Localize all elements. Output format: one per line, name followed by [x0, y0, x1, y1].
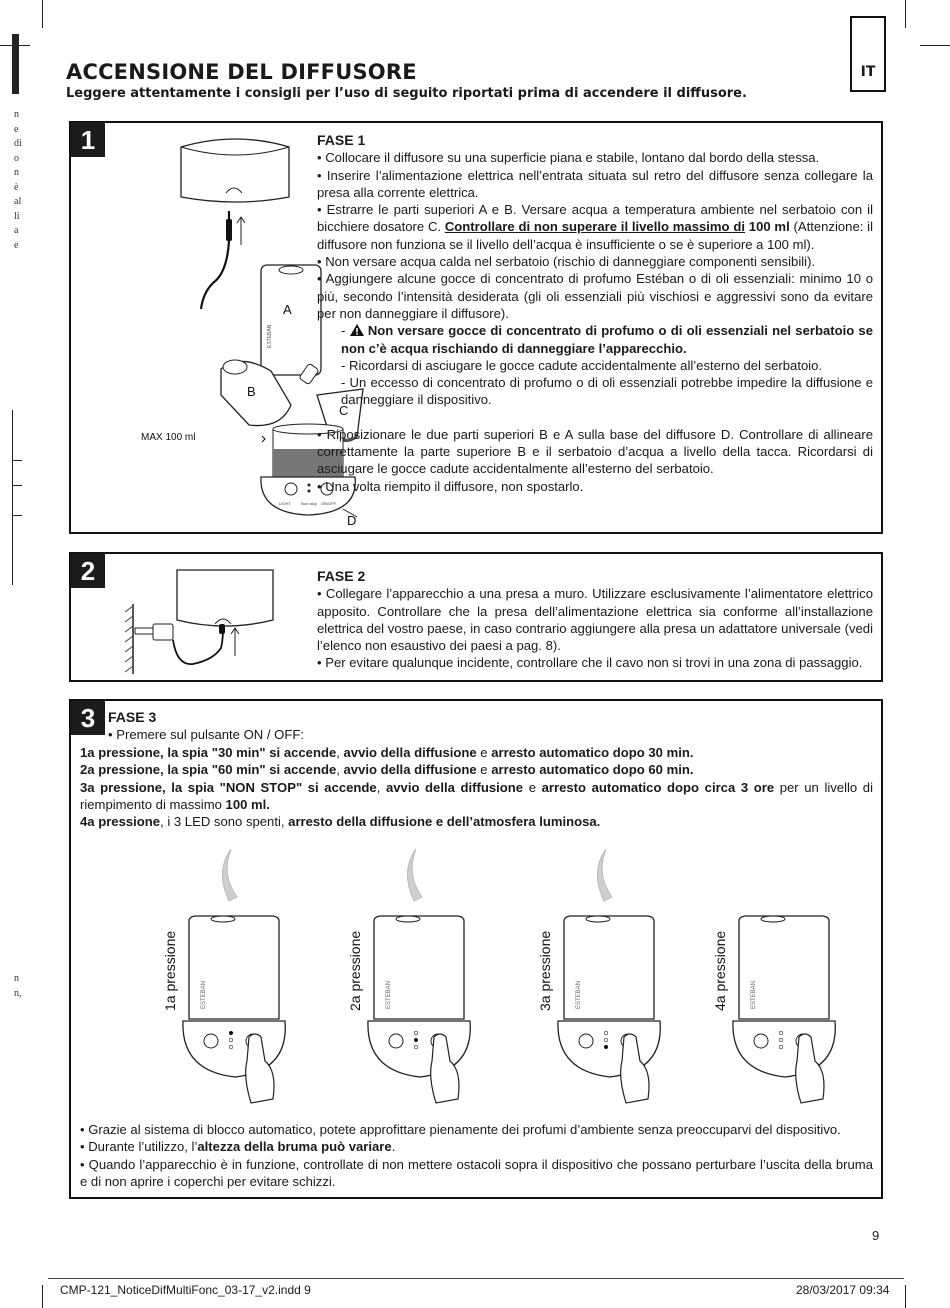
step-3-illustrations: [71, 841, 881, 1121]
press-line-3: 3a pressione, la spia "NON STOP" si accende, avvio della diffusione e arresto automatico dopo circa 3 ore per un livello di riempimento di massimo 100 ml.: [80, 779, 873, 812]
press-illustration: [712, 916, 835, 1103]
step-1-para: • Aggiungere alcune gocce di concentrato di profumo Estéban o di oli essenziali: minimo 10 o più, secondo l’intensità desiderata (gli oli essenziali più vischiosi e aggressivi sono da evitare per non danneggiare il diffusore).: [317, 271, 873, 321]
led-indicator: [229, 1045, 233, 1049]
label-a: A: [283, 302, 292, 317]
label-d: D: [347, 513, 357, 528]
label-c: C: [339, 403, 349, 418]
press-line-2: 2a pressione, la spia "60 min" si accende, avvio della diffusione e arresto automatico dopo 60 min.: [80, 762, 694, 778]
led-indicator: [604, 1045, 608, 1049]
brand-label: ESTEBAN: [267, 324, 273, 348]
side-fragment: al: [14, 196, 22, 207]
step-1-dash: - Ricordarsi di asciugare le gocce cadute accidentalmente all’esterno del serbatoio.: [341, 357, 823, 373]
footer-date: 28/03/2017 09:34: [796, 1283, 890, 1297]
step-1-para: • Riposizionare le due parti superiori B e A sulla base del diffusore D. Controllare di allineare correttamente la parte superiore B e il serbatoio d’acqua a livello della tacca. Ricordarsi di asciugare le gocce cadute accidentalmente all’esterno del serbatoio.: [317, 426, 873, 477]
step-2-text: [317, 568, 873, 672]
side-fragment: n,: [14, 987, 22, 999]
crop-mark: [12, 485, 22, 486]
step-3-bullet: • Durante l’utilizzo, l’altezza della bruma può variare.: [80, 1139, 396, 1155]
press-label: 2a pressione: [347, 930, 363, 1011]
led-indicator: [604, 1031, 608, 1035]
step-3-bullets: [80, 1121, 873, 1190]
crop-mark: [12, 460, 22, 461]
mist-plume: [407, 849, 422, 901]
step-2-para: • Per evitare qualunque incidente, controllare che il cavo non si trovi in una zona di passaggio.: [317, 655, 863, 671]
side-fragment: n: [14, 109, 19, 120]
step-heading: FASE 1: [317, 132, 366, 148]
footer-rule: [48, 1278, 904, 1279]
step-1-para: • Inserire l’alimentazione elettrica nell’entrata situata sul retro del diffusore senza collegare la presa alla corrente elettrica.: [317, 167, 873, 200]
step-2-illustration: [123, 562, 323, 680]
max-label: MAX 100 ml: [141, 432, 196, 443]
footer-file: CMP-121_NoticeDifMultiFonc_03-17_v2.indd 9: [60, 1283, 311, 1297]
warning-line: - Non versare gocce di concentrato di profumo o di oli essenziali nel serbatoio se non c’è acqua rischiando di danneggiare l’apparecchio.: [341, 323, 873, 356]
side-fragment: li: [14, 210, 20, 222]
press-line-4: 4a pressione, i 3 LED sono spenti, arresto della diffusione e dell’atmosfera luminosa.: [80, 814, 601, 830]
power-cable: [201, 211, 229, 309]
diffuser-top-part: [177, 570, 273, 626]
step-1-para: • Non versare acqua calda nel serbatoio (rischio di danneggiare componenti sensibili).: [317, 254, 816, 270]
step-1-para: • Una volta riempito il diffusore, non spostarlo.: [317, 478, 584, 494]
crop-mark: [920, 45, 950, 46]
language-code: IT: [860, 64, 876, 80]
power-cable: [173, 628, 223, 664]
step-3-press-list: [80, 744, 873, 830]
step-3-intro: • Premere sul pulsante ON / OFF:: [108, 727, 304, 743]
crop-mark: [905, 1285, 906, 1308]
press-label: 3a pressione: [537, 930, 553, 1011]
btn-light-label: LIGHT: [279, 501, 291, 506]
led-indicator: [414, 1045, 418, 1049]
step-2-box: [69, 552, 883, 682]
part-a: [261, 265, 321, 375]
led-indicator: [779, 1031, 783, 1035]
crop-mark: [0, 45, 30, 46]
side-fragment: è: [14, 181, 19, 193]
step-heading: FASE 3: [108, 709, 157, 725]
mist-plume: [222, 849, 237, 901]
crop-mark: [12, 410, 13, 585]
step-3-heading-block: [108, 709, 408, 744]
step-1-para: • Collocare il diffusore su una superficie piana e stabile, lontano dal bordo della stessa.: [317, 150, 820, 166]
side-fragment: n: [14, 167, 19, 178]
press-illustration: [162, 849, 285, 1103]
step-1-box: [69, 121, 883, 534]
page-title: ACCENSIONE DEL DIFFUSORE: [66, 60, 417, 84]
crop-mark: [42, 1285, 43, 1308]
label-b: B: [247, 384, 256, 399]
led-indicator: [229, 1038, 233, 1042]
power-adapter: [153, 624, 173, 640]
side-fragments-upper: [14, 108, 22, 253]
step-number: 3: [71, 701, 105, 735]
brand-label: ESTEBAN: [576, 980, 582, 1009]
led-indicator: [229, 1031, 233, 1035]
brand-label: ESTEBAN: [386, 980, 392, 1009]
btn-nonstop-label: Non stop: [301, 501, 318, 506]
step-3-box: [69, 699, 883, 1199]
side-fragment: di: [14, 138, 22, 149]
side-fragments-lower: [14, 972, 22, 1001]
led-indicator: [414, 1031, 418, 1035]
led-indicator: [604, 1038, 608, 1042]
side-fragment: a: [14, 225, 19, 236]
press-illustration: [537, 849, 660, 1103]
led-indicator: [779, 1038, 783, 1042]
page-subtitle: Leggere attentamente i consigli per l’uso di seguito riportati prima di accendere il diffusore.: [66, 86, 747, 101]
mist-plume: [597, 849, 612, 901]
brand-label: ESTEBAN: [751, 980, 757, 1009]
language-tab: [850, 16, 886, 92]
side-fragment: n: [14, 973, 19, 984]
crop-mark: [42, 0, 43, 28]
btn-onoff-label: ON/OFF: [321, 501, 337, 506]
press-illustration: [347, 849, 470, 1103]
step-1-text: [317, 132, 873, 495]
led-indicator: [414, 1038, 418, 1042]
step-2-para: • Collegare l’apparecchio a una presa a muro. Utilizzare esclusivamente l’alimentatore elettrico apposito. Controllare che la presa dell’alimentazione elettrica sia conforme all’installazione elettrica del vostro paese, in caso contrario aggiungere alla presa un adattatore universale (vedi l’elenco non esaustivo dei paesi a pag. 8).: [317, 586, 873, 654]
brand-label: ESTEBAN: [201, 980, 207, 1009]
step-3-bullet: • Grazie al sistema di blocco automatico, potete approfittare pienamente dei profumi d’ambiente senza preoccuparvi del dispositivo.: [80, 1122, 841, 1137]
press-label: 4a pressione: [712, 930, 728, 1011]
side-fragment: e: [14, 239, 19, 251]
step-3-bullet: • Quando l’apparecchio è in funzione, controllate di non mettere ostacoli sopra il dispositivo che possano perturbare l’uscita della bruma e di non aprire i coperchi per evitare schizzi.: [80, 1156, 873, 1189]
step-1-dash: - Un eccesso di concentrato di profumo o di oli essenziali potrebbe impedire la diffusione e danneggiare il dispositivo.: [341, 375, 873, 408]
press-label: 1a pressione: [162, 930, 178, 1011]
led-indicator: [779, 1045, 783, 1049]
crop-mark: [12, 515, 22, 516]
press-line-1: 1a pressione, la spia "30 min" si accende, avvio della diffusione e arresto automatico dopo 30 min.: [80, 745, 694, 760]
step-1-para: • Estrarre le parti superiori A e B. Versare acqua a temperatura ambiente nel serbatoio con il bicchiere dosatore C. Controllare di non superare il livello massimo di 100 ml (Attenzione: il diffusore non funziona se il livello dell’acqua è insufficiente o se è superiore a 100 ml).: [317, 202, 873, 252]
warning-icon: [350, 324, 364, 336]
step-number: 1: [71, 123, 105, 157]
side-fragment: o: [14, 152, 19, 164]
page-number: 9: [872, 1228, 880, 1243]
step-heading: FASE 2: [317, 568, 366, 584]
step-number: 2: [71, 554, 105, 588]
crop-mark: [12, 34, 19, 94]
crop-mark: [905, 0, 906, 28]
side-fragment: e: [14, 123, 19, 135]
